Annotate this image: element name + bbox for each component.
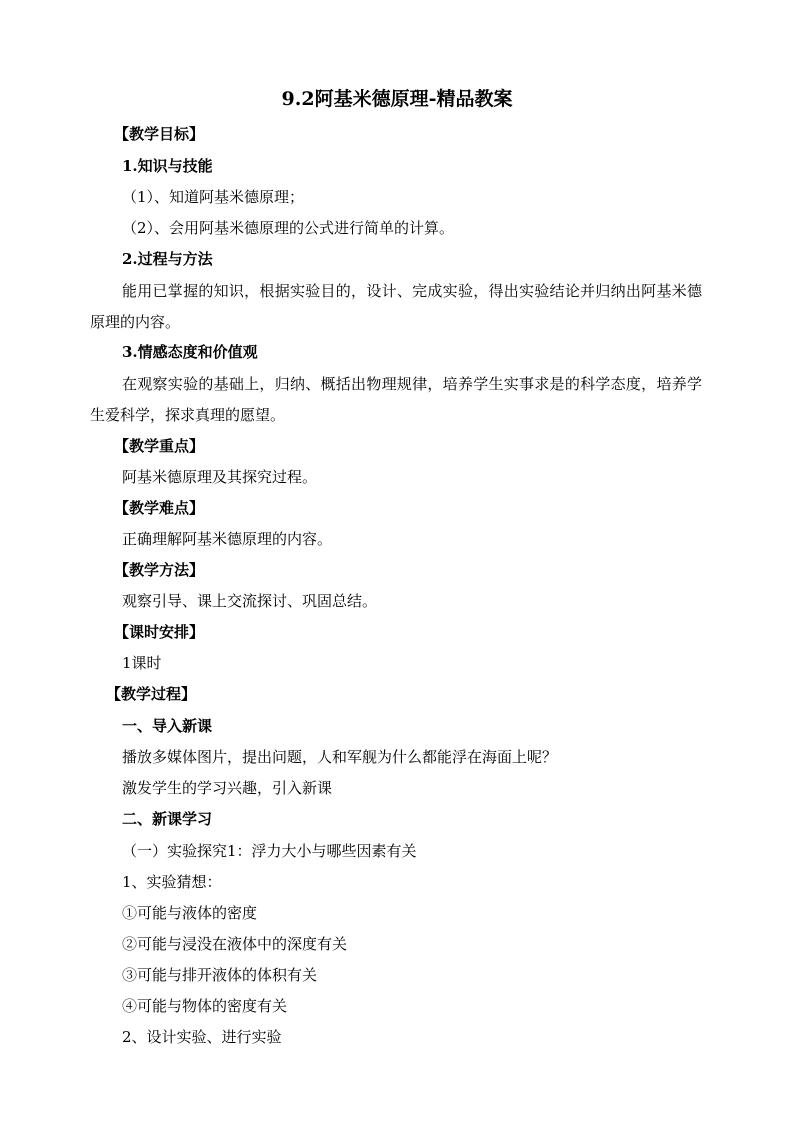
subheading-intro: 一、导入新课 [122, 717, 213, 735]
section-heading-difficulties: 【教学难点】 [114, 499, 205, 517]
knowledge-item-1: （1）、知道阿基米德原理； [122, 188, 305, 206]
guess-item-1: ①可能与液体的密度 [122, 904, 258, 922]
section-heading-schedule: 【课时安排】 [114, 623, 205, 641]
section-heading-goals: 【教学目标】 [114, 125, 205, 143]
guess-item-3: ③可能与排开液体的体积有关 [122, 966, 318, 984]
subheading-knowledge: 1.知识与技能 [122, 157, 213, 175]
intro-text-2: 激发学生的学习兴趣，引入新课 [122, 779, 333, 797]
subheading-process: 2.过程与方法 [122, 250, 213, 268]
intro-text-1: 播放多媒体图片，提出问题，人和军舰为什么都能浮在海面上呢？ [122, 748, 558, 766]
guess-item-2: ②可能与浸没在液体中的深度有关 [122, 935, 348, 953]
subheading-attitude: 3.情感态度和价值观 [122, 343, 258, 361]
document-title: 9.2阿基米德原理-精品教案 [281, 88, 513, 110]
attitude-paragraph: 在观察实验的基础上，归纳、概括出物理规律，培养学生实事求是的科学态度，培养学生爱科学，探求真理的愿望。 [90, 375, 702, 424]
guess-heading: 1、实验猜想： [122, 873, 222, 891]
schedule-text: 1课时 [122, 654, 162, 672]
difficulties-text: 正确理解阿基米德原理的内容。 [122, 530, 333, 548]
knowledge-item-2: （2）、会用阿基米德原理的公式进行简单的计算。 [122, 219, 455, 237]
guess-item-4: ④可能与物体的密度有关 [122, 997, 288, 1015]
section-heading-key-points: 【教学重点】 [114, 437, 205, 455]
key-points-text: 阿基米德原理及其探究过程。 [122, 468, 318, 486]
section-heading-methods: 【教学方法】 [114, 561, 205, 579]
process-paragraph: 能用已掌握的知识，根据实验目的，设计、完成实验，得出实验结论并归纳出阿基米德原理的内容。 [90, 282, 702, 331]
section-heading-procedure: 【教学过程】 [106, 685, 197, 703]
subheading-new-lesson: 二、新课学习 [122, 810, 213, 828]
methods-text: 观察引导、课上交流探讨、巩固总结。 [122, 592, 378, 610]
inquiry-heading: （一）实验探究1：浮力大小与哪些因素有关 [122, 842, 417, 860]
design-heading: 2、设计实验、进行实验 [122, 1028, 282, 1046]
